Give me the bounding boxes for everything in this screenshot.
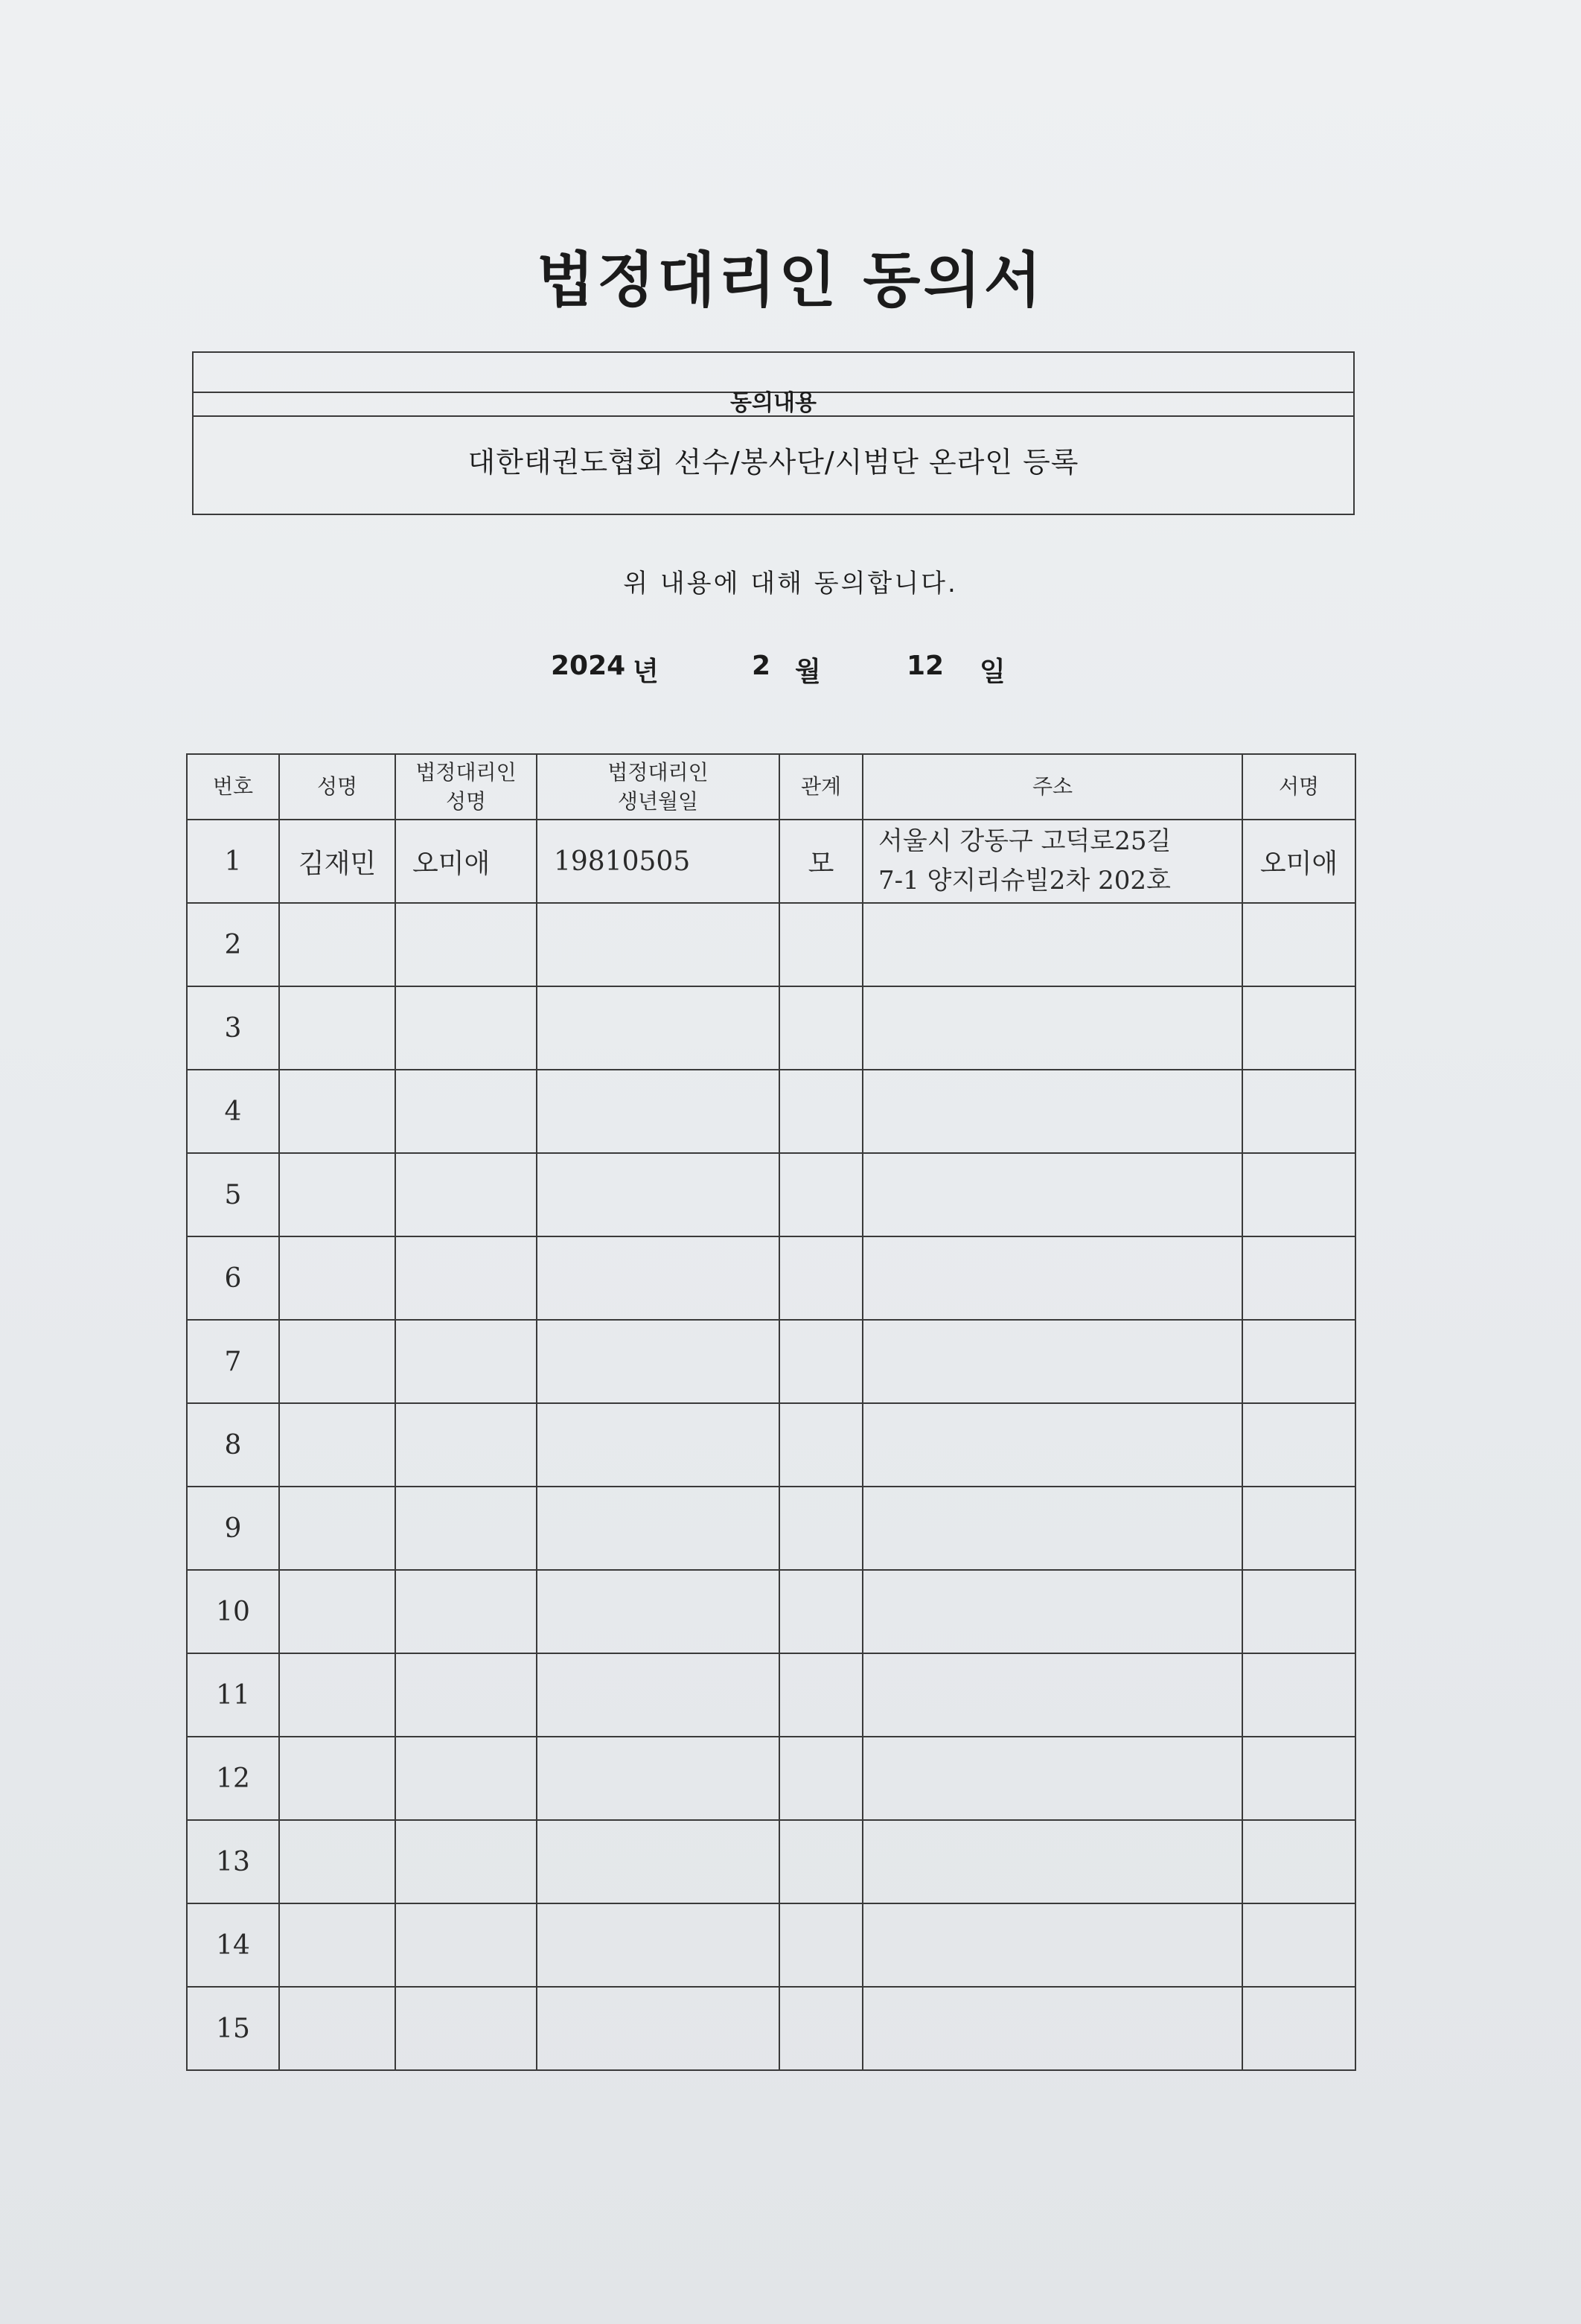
cell-signature: [1242, 1320, 1355, 1403]
date-day-unit: 일: [980, 657, 1006, 687]
table-row: [187, 820, 1355, 903]
header-guardian-birth-line1: 법정대리인: [607, 759, 709, 785]
cell-address: [863, 1903, 1242, 1987]
cell-guardian-name: [395, 1320, 537, 1403]
cell-signature: 오미애: [1242, 820, 1355, 903]
table-row: [187, 1236, 1355, 1320]
header-no: 번호: [187, 754, 279, 820]
cell-no: 7: [187, 1320, 279, 1403]
cell-signature: [1242, 1153, 1355, 1236]
header-guardian-name: [395, 754, 537, 820]
cell-address: [863, 1653, 1242, 1737]
date-month: 2: [752, 651, 771, 681]
cell-signature: [1242, 1903, 1355, 1987]
header-guardian-birth-line2: 생년월일: [617, 789, 699, 814]
address-line1: 서울시 강동구 고덕로25길: [878, 826, 1172, 857]
cell-guardian-name: [395, 1236, 537, 1320]
cell-guardian-name: [395, 1820, 537, 1903]
cell-guardian-name: [395, 1737, 537, 1820]
cell-no: 13: [187, 1820, 279, 1903]
cell-guardian-birth: [537, 1236, 779, 1320]
table-row: [187, 1653, 1355, 1737]
cell-no: 10: [187, 1570, 279, 1653]
cell-name: [279, 1653, 395, 1737]
cell-guardian-birth: [537, 1737, 779, 1820]
header-address: 주소: [863, 754, 1242, 820]
cell-name: [279, 1320, 395, 1403]
cell-address: [863, 1737, 1242, 1820]
guardian-consent-table: [186, 753, 1356, 2071]
cell-guardian-name: [395, 1153, 537, 1236]
cell-signature: [1242, 1653, 1355, 1737]
cell-address: [863, 986, 1242, 1070]
cell-relation: [779, 1987, 863, 2070]
cell-no: 8: [187, 1403, 279, 1487]
cell-address: [863, 903, 1242, 986]
cell-address: [863, 1320, 1242, 1403]
cell-guardian-name: 오미애: [395, 820, 537, 903]
cell-guardian-name: [395, 1570, 537, 1653]
cell-signature: [1242, 1236, 1355, 1320]
cell-signature: [1242, 986, 1355, 1070]
cell-signature: [1242, 1987, 1355, 2070]
cell-no: 9: [187, 1487, 279, 1570]
table-row: [187, 1403, 1355, 1487]
cell-name: [279, 1153, 395, 1236]
table-row: [187, 903, 1355, 986]
header-signature: 서명: [1242, 754, 1355, 820]
header-relation: 관계: [779, 754, 863, 820]
cell-no: 2: [187, 903, 279, 986]
cell-guardian-birth: [537, 903, 779, 986]
date-month-unit: 월: [795, 657, 821, 687]
cell-no: 6: [187, 1236, 279, 1320]
cell-name: [279, 1737, 395, 1820]
cell-guardian-birth: [537, 1487, 779, 1570]
header-guardian-name-line1: 법정대리인: [415, 759, 517, 785]
cell-no: 14: [187, 1903, 279, 1987]
cell-no: 4: [187, 1070, 279, 1153]
cell-name: [279, 1070, 395, 1153]
address-line2: 7-1 양지리슈빌2차 202호: [878, 866, 1171, 896]
consent-content-box: [192, 351, 1355, 515]
cell-name: [279, 1903, 395, 1987]
cell-relation: [779, 1320, 863, 1403]
cell-signature: [1242, 1403, 1355, 1487]
table-row: [187, 1320, 1355, 1403]
cell-name: [279, 1570, 395, 1653]
cell-relation: [779, 1737, 863, 1820]
table-row: [187, 1987, 1355, 2070]
agree-statement: 위 내용에 대해 동의합니다.: [623, 569, 958, 598]
cell-guardian-birth: [537, 1153, 779, 1236]
cell-name: [279, 1987, 395, 2070]
cell-address: [863, 1987, 1242, 2070]
cell-guardian-name: [395, 1487, 537, 1570]
table-row: [187, 1903, 1355, 1987]
cell-relation: [779, 1403, 863, 1487]
table-row: [187, 1570, 1355, 1653]
cell-guardian-birth: [537, 1820, 779, 1903]
cell-name: [279, 986, 395, 1070]
cell-name: [279, 1403, 395, 1487]
table-row: [187, 1487, 1355, 1570]
cell-signature: [1242, 1487, 1355, 1570]
cell-signature: [1242, 1820, 1355, 1903]
cell-name: [279, 1487, 395, 1570]
divider: [194, 415, 1353, 417]
cell-address: [863, 1236, 1242, 1320]
cell-no: 3: [187, 986, 279, 1070]
cell-signature: [1242, 903, 1355, 986]
cell-address: [863, 1070, 1242, 1153]
table-row: [187, 1820, 1355, 1903]
cell-guardian-birth: [537, 1903, 779, 1987]
table-row: [187, 1153, 1355, 1236]
cell-address: [863, 1487, 1242, 1570]
cell-guardian-name: [395, 1987, 537, 2070]
cell-address: [863, 1403, 1242, 1487]
cell-guardian-birth: [537, 1403, 779, 1487]
cell-signature: [1242, 1570, 1355, 1653]
cell-guardian-birth: 19810505: [537, 820, 779, 903]
cell-guardian-birth: [537, 986, 779, 1070]
cell-guardian-birth: [537, 1070, 779, 1153]
cell-no: 1: [187, 820, 279, 903]
cell-name: [279, 1236, 395, 1320]
cell-address: [863, 1570, 1242, 1653]
table-row: [187, 1737, 1355, 1820]
cell-address: [863, 1820, 1242, 1903]
date-year-unit: 년: [633, 657, 659, 687]
cell-signature: [1242, 1737, 1355, 1820]
cell-address: [863, 1153, 1242, 1236]
cell-relation: [779, 1570, 863, 1653]
cell-guardian-name: [395, 1070, 537, 1153]
cell-guardian-name: [395, 1653, 537, 1737]
cell-relation: [779, 1236, 863, 1320]
header-name: 성명: [279, 754, 395, 820]
cell-relation: [779, 1153, 863, 1236]
cell-relation: 모: [779, 820, 863, 903]
consent-content: 대한태권도협회 선수/봉사단/시범단 온라인 등록: [467, 446, 1079, 479]
cell-guardian-birth: [537, 1987, 779, 2070]
table-row: [187, 986, 1355, 1070]
cell-no: 12: [187, 1737, 279, 1820]
cell-guardian-name: [395, 986, 537, 1070]
cell-relation: [779, 903, 863, 986]
cell-relation: [779, 986, 863, 1070]
cell-guardian-birth: [537, 1570, 779, 1653]
cell-guardian-name: [395, 1903, 537, 1987]
cell-guardian-birth: [537, 1320, 779, 1403]
cell-relation: [779, 1487, 863, 1570]
date-year: 2024: [551, 651, 626, 681]
cell-relation: [779, 1070, 863, 1153]
cell-guardian-name: [395, 1403, 537, 1487]
table-row: [187, 1070, 1355, 1153]
cell-name: [279, 903, 395, 986]
cell-no: 15: [187, 1987, 279, 2070]
cell-name: [279, 1820, 395, 1903]
cell-guardian-birth: [537, 1653, 779, 1737]
header-guardian-name-line2: 성명: [445, 789, 487, 814]
cell-name: 김재민: [279, 820, 395, 903]
cell-relation: [779, 1820, 863, 1903]
cell-relation: [779, 1903, 863, 1987]
document-title: 법정대리인 동의서: [536, 245, 1045, 315]
table-header-row: [187, 754, 1355, 820]
cell-signature: [1242, 1070, 1355, 1153]
cell-guardian-name: [395, 903, 537, 986]
header-guardian-birth: [537, 754, 779, 820]
cell-relation: [779, 1653, 863, 1737]
cell-address: [863, 820, 1242, 903]
cell-no: 11: [187, 1653, 279, 1737]
cell-no: 5: [187, 1153, 279, 1236]
date-day: 12: [907, 651, 945, 681]
consent-header: 동의내용: [730, 390, 817, 416]
